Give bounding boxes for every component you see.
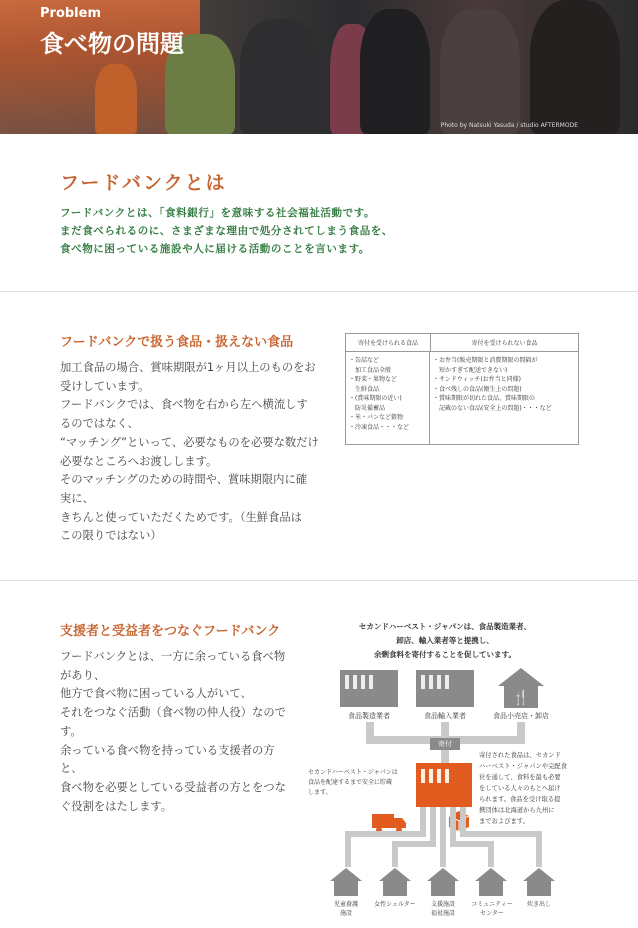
recipient-line: 児童養護 [333,901,358,908]
handling-line: 加工食品の場合、賞味期限が1ヶ月以上のものをお [60,361,316,374]
connect-line: 他方で食べ物に困っている人がいて、 [60,687,252,701]
soup-kitchen-house-icon [523,868,555,896]
recipient-line: センター [480,910,504,917]
divider [0,291,638,292]
handling-line: 実に、 [60,491,94,505]
about-line: 食べ物に困っている施設や人に届ける活動のことを言います。 [60,243,370,255]
note-line: までおよびます。 [479,818,529,825]
childcare-house-icon [330,868,362,896]
handling-line: この限りではない） [60,529,162,543]
about-section [0,134,638,290]
rejected-item: 記載のない食品(安全上の問題)・・・など [433,404,552,412]
accepted-item: ・野菜・果物など [349,376,398,383]
note-line: セカンドハーベスト・ジャパンは [308,769,398,776]
diagram-intro [330,620,560,662]
accepted-item: ・(賞味期限の近い) [349,395,402,402]
donor-label: 食品製造業者 [348,712,390,720]
connect-line: それをつなぐ活動（食べ物の仲人役）なので [60,706,286,720]
handling-line: フードバンクでは、食べ物を右から左へ横流しす [60,398,308,412]
rejected-list [430,352,578,444]
handling-line: るのではなく、 [60,417,139,431]
handling-line: “マッチング”といって、必要なものを必要な数だけ [60,435,319,449]
recipient-label [419,900,467,918]
rejected-item: ・サンドウィッチ(お弁当と同様) [433,376,522,383]
recipient-line: 施設 [339,910,352,917]
recipient-label [517,900,561,909]
recipient-line: 支援施設 [430,901,455,908]
connect-line: ぐ役割をはたします。 [60,799,173,813]
note-line: をしている人々のもとへ届け [479,785,561,792]
note-line: ハーベスト・ジャパンや完配食 [479,763,568,770]
about-line: フードバンクとは、「食料銀行」を意味する社会福祉活動です。 [60,207,376,219]
about-heading: フードバンクとは [60,172,227,194]
connect-line: と、 [60,762,83,776]
recipient-label [322,900,370,918]
svg-text:🍴: 🍴 [512,690,530,706]
donor-label: 食品小売店・卸店 [493,712,549,720]
note-line: られます。食品を受け取る提 [479,796,561,803]
rejected-item: 短かすぎて配送できない) [433,366,508,374]
donor-label: 食品輸入業者 [424,712,466,720]
note-line: 食品を配達するまで安全に貯蔵 [308,779,393,786]
handling-line: そのマッチングのための時間や、賞味期限内に確 [60,473,308,487]
storage-note [308,768,414,798]
connect-line: す。 [60,724,82,738]
handling-line: 必要なところへお渡しします。 [60,454,218,468]
hero-title: 食べ物の問題 [40,30,184,58]
delivery-note [479,750,581,827]
divider [0,580,638,581]
photo-credit: Photo by Natsuki Yasuda / studio AFTERMODE [440,122,578,129]
connect-line: 余っている食べ物を持っている支援者の方 [60,743,275,757]
note-line: 社を通して、食料を最も必要 [479,774,561,781]
accepted-item: 生鮮食品 [349,385,380,393]
rejected-item: ・食べ残しの食品(衛生上の問題) [433,385,522,393]
rejected-item: ・お弁当(販売期限と消費期限の間隔が [433,357,538,364]
recipient-line: 女性シェルター [374,901,416,908]
note-line: 携団体は北海道から九州に [479,807,555,814]
recipient-label [464,900,520,918]
recipient-line: コミュニティー [471,901,513,908]
handling-line: きちんと使っていただくためです。（生鮮食品は [60,510,302,524]
hero-label: Problem [40,6,101,21]
intro-line: セカンドハーベスト・ジャパンは、食品製造業者、 [358,622,532,631]
food-table [345,333,579,445]
welfare-house-icon [427,868,459,896]
accepted-list [346,352,430,444]
recipient-line: 福祉施設 [430,910,455,917]
store-icon [498,668,544,708]
about-line: まだ食べられるのに、さまざまな理由で処分されてしまう食品を、 [60,225,393,237]
accepted-item: ・冷凍食品・・・など [349,423,410,431]
hero-photo [0,0,638,134]
connect-line: があり、 [60,668,106,682]
accepted-item: 防災備蓄品 [349,404,386,412]
recipient-label [366,900,424,909]
about-text [60,204,480,258]
donation-label: 寄付 [430,738,460,750]
accepted-item: 加工食品全般 [349,366,392,374]
handling-heading: フードバンクで扱う食品・扱えない食品 [60,335,294,350]
shelter-house-icon [379,868,411,896]
accepted-item: ・缶詰など [349,357,380,364]
rejected-item: ・賞味期限が切れた食品、賞味期限の [433,395,536,402]
connect-heading: 支援者と受益者をつなぐフードバンク [60,624,281,639]
intro-line: 卸店、輸入業者等と提携し、 [396,636,494,645]
connect-text [60,648,305,816]
table-header-rejected: 寄付を受けられない食品 [471,340,538,347]
intro-line: 余剰食料を寄付することを促しています。 [374,650,516,659]
note-line: 寄付された食品は、セカンド [479,752,561,759]
connect-line: フードバンクとは、一方に余っている食べ物 [60,650,286,663]
importer-icon [416,670,474,707]
community-house-icon [475,868,507,896]
recipient-line: 炊き出し [526,901,551,908]
handling-line: 受けしています。 [60,379,150,393]
table-header-accepted: 寄付を受けられる食品 [346,334,431,351]
factory-icon [340,670,398,707]
connect-line: 食べ物を必要としている受益者の方とをつな [60,780,286,794]
handling-text [60,359,335,546]
note-line: します。 [308,789,332,796]
warehouse-icon [416,763,472,807]
accepted-item: ・米・パンなど穀物 [349,414,404,421]
